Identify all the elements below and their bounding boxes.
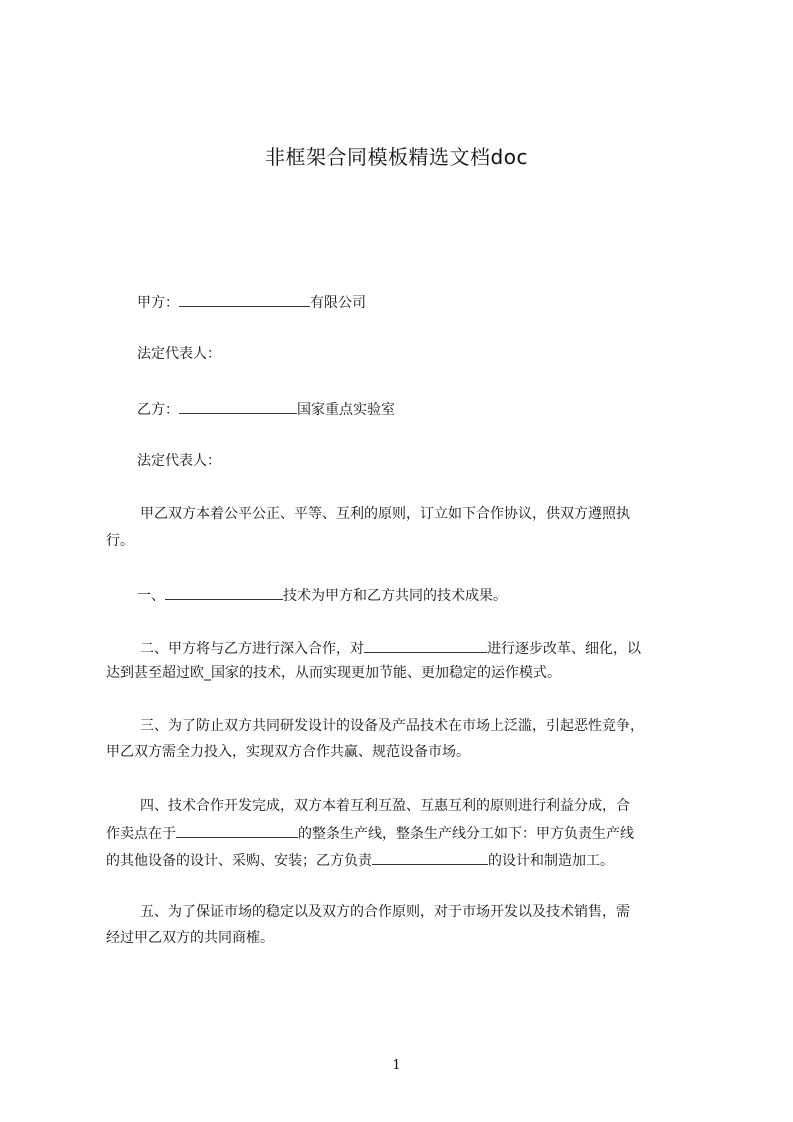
party-a-suffix: 有限公司 bbox=[310, 295, 366, 311]
party-b-line bbox=[137, 398, 395, 420]
clause-1-prefix: 一、 bbox=[137, 588, 165, 604]
preamble-line-2: 行。 bbox=[106, 533, 134, 549]
clause-2-suffix: 进行逐步改革、细化，以 bbox=[487, 641, 641, 657]
clause-4-line-3-suffix: 的设计和制造加工。 bbox=[488, 853, 614, 869]
party-a-blank bbox=[179, 291, 310, 307]
clause-3-line-1: 三、为了防止双方共同研发设计的设备及产品技术在市场上泛滥，引起恶性竞争， bbox=[140, 718, 644, 734]
clause-4-line-2 bbox=[106, 822, 634, 844]
clause-1-blank bbox=[165, 584, 283, 600]
clause-2-blank bbox=[364, 637, 487, 653]
clause-4-line-3-prefix: 的其他设备的设计、采购、安装；乙方负责 bbox=[106, 853, 372, 869]
clause-1 bbox=[137, 584, 507, 606]
clause-1-suffix: 技术为甲方和乙方共同的技术成果。 bbox=[283, 588, 507, 604]
clause-3-line-2: 甲乙双方需全力投入，实现双方合作共赢、规范设备市场。 bbox=[106, 744, 470, 760]
document-title: 非框架合同模板精选文档doc bbox=[265, 145, 528, 169]
clause-4-line-3 bbox=[106, 849, 614, 871]
party-b-label: 乙方： bbox=[137, 402, 179, 418]
page-number: 1 bbox=[392, 1058, 401, 1073]
party-b-representative: 法定代表人： bbox=[137, 453, 221, 469]
clause-2-prefix: 二、甲方将与乙方进行深入合作，对 bbox=[140, 641, 364, 657]
clause-4-line-1: 四、技术合作开发完成，双方本着互利互盈、互惠互利的原则进行利益分成，合 bbox=[140, 798, 630, 814]
party-a-label: 甲方： bbox=[137, 295, 179, 311]
clause-5-line-1: 五、为了保证市场的稳定以及双方的合作原则，对于市场开发以及技术销售，需 bbox=[140, 904, 630, 920]
clause-4-blank-2 bbox=[372, 849, 488, 865]
clause-2-line-2: 达到甚至超过欧_国家的技术，从而实现更加节能、更加稳定的运作模式。 bbox=[106, 665, 561, 681]
preamble-line-1: 甲乙双方本着公平公正、平等、互利的原则，订立如下合作协议，供双方遵照执 bbox=[140, 506, 630, 522]
clause-5-line-2: 经过甲乙双方的共同商榷。 bbox=[106, 930, 274, 946]
clause-4-blank-1 bbox=[176, 822, 298, 838]
clause-4-line-2-suffix: 的整条生产线，整条生产线分工如下：甲方负责生产线 bbox=[298, 826, 634, 842]
clause-4-line-2-prefix: 作卖点在于 bbox=[106, 826, 176, 842]
party-b-suffix: 国家重点实验室 bbox=[297, 402, 395, 418]
party-a-representative: 法定代表人： bbox=[137, 346, 221, 362]
clause-2-line-1 bbox=[140, 637, 641, 659]
party-b-blank bbox=[179, 398, 297, 414]
party-a-line bbox=[137, 291, 366, 313]
